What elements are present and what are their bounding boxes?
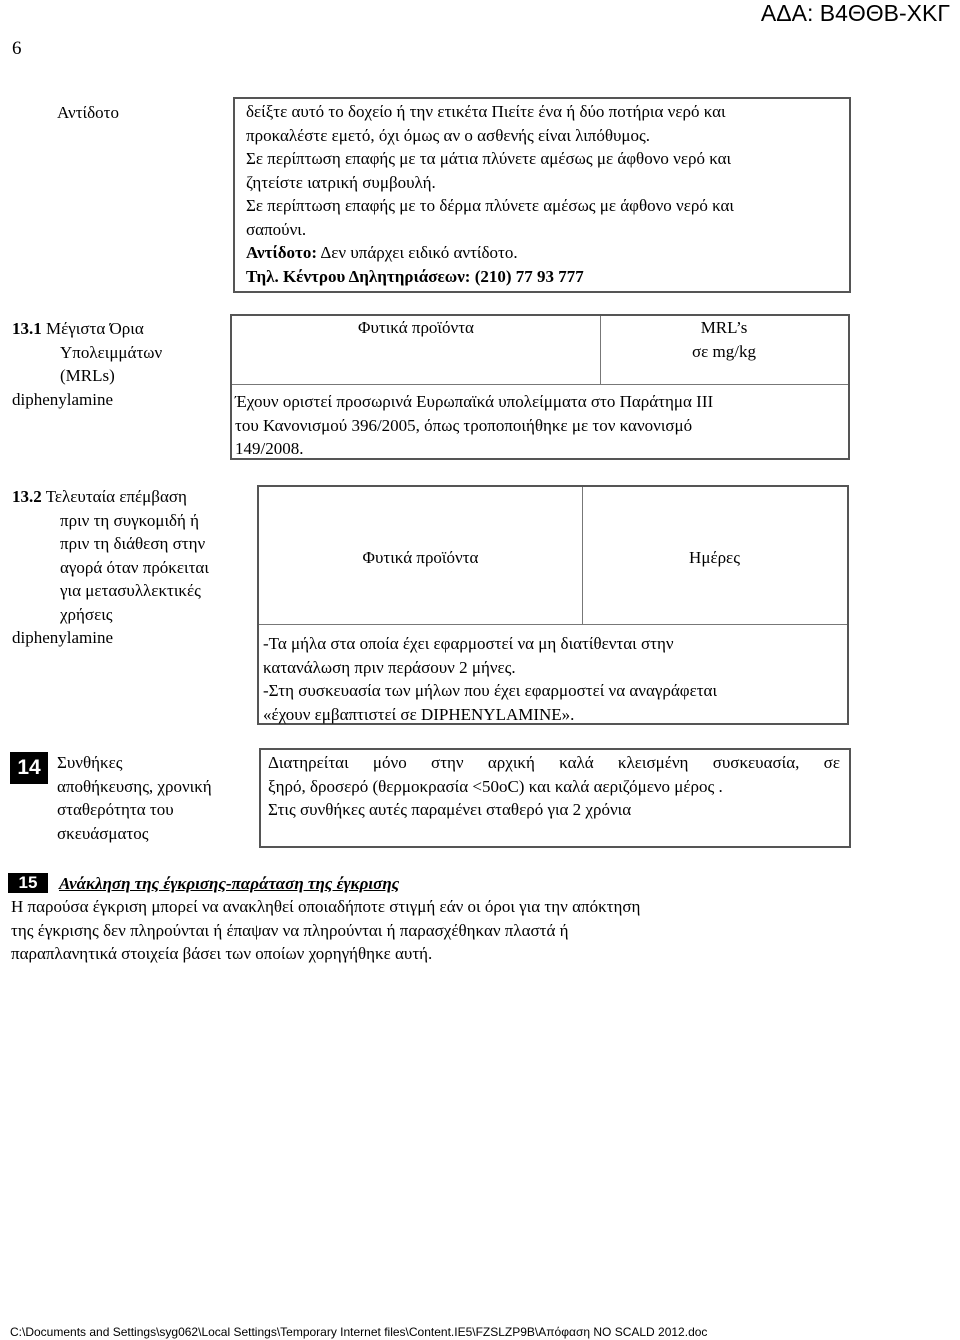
antidote-line: Σε περίπτωση επαφής με το δέρμα πλύνετε αμέσως με άφθονο νερό και bbox=[246, 196, 735, 215]
last-application-substance: diphenylamine bbox=[12, 628, 114, 647]
storage-label-line: Συνθήκες bbox=[57, 753, 123, 772]
antidote-line: προκαλέστε εμετό, όχι όμως αν ο ασθενής είναι λιπόθυμος. bbox=[246, 125, 651, 145]
storage-text bbox=[268, 751, 840, 822]
antidote-statement-text: Δεν υπάρχει ειδικό αντίδοτο. bbox=[317, 243, 518, 262]
mrl-header-product: Φυτικά προϊόντα bbox=[358, 318, 474, 337]
revocation-text bbox=[11, 895, 951, 966]
poison-center-phone: Τηλ. Κέντρου Δηλητηριάσεων: (210) 77 93 777 bbox=[246, 266, 584, 286]
mrl-label-line: Μέγιστα Όρια bbox=[46, 319, 144, 338]
days-header-product: Φυτικά προϊόντα bbox=[362, 548, 479, 567]
mrl-text-line: του Κανονισμού 396/2005, όπως τροποποιήθηκε με τον κανονισμό bbox=[235, 415, 693, 435]
mrl-number: 13.1 bbox=[12, 319, 42, 338]
antidote-line: Σε περίπτωση επαφής με τα μάτια πλύνετε αμέσως με άφθονο νερό και bbox=[246, 149, 732, 168]
antidote-line: σαπούνι. bbox=[246, 219, 307, 239]
storage-label-line: αποθήκευσης, χρονική bbox=[57, 776, 212, 796]
mrl-substance: diphenylamine bbox=[12, 389, 114, 409]
revocation-text-line: παραπλανητικά στοιχεία βάσει των οποίων χορηγήθηκε αυτή. bbox=[11, 944, 433, 963]
mrl-text bbox=[235, 390, 847, 461]
mrl-label bbox=[12, 317, 182, 411]
antidote-text bbox=[246, 100, 846, 288]
storage-label bbox=[57, 751, 257, 845]
antidote-line: ζητείστε ιατρική συμβουλή. bbox=[246, 172, 436, 192]
last-application-label-line: πριν τη συγκομιδή ή bbox=[60, 510, 200, 530]
last-application-label bbox=[12, 485, 252, 650]
mrl-label-line: (MRLs) bbox=[60, 366, 115, 385]
days-header-days: Ημέρες bbox=[689, 548, 740, 567]
mrl-text-line: 149/2008. bbox=[235, 439, 304, 458]
mrl-label-line: Υπολειμμάτων bbox=[60, 342, 163, 362]
revocation-title: Ανάκληση της έγκρισης-παράταση της έγκρισης bbox=[59, 874, 400, 893]
storage-label-line: σταθερότητα του bbox=[57, 800, 174, 819]
last-application-number: 13.2 bbox=[12, 487, 42, 506]
mrl-header-mrl-line2: σε mg/kg bbox=[692, 341, 756, 361]
last-application-label-line: για μετασυλλεκτικές bbox=[60, 581, 201, 600]
antidote-line: δείξτε αυτό το δοχείο ή την ετικέτα Πιείτε ένα ή δύο ποτήρια νερό και bbox=[246, 102, 726, 121]
storage-text-line: Στις συνθήκες αυτές παραμένει σταθερό για 2 χρόνια bbox=[268, 800, 632, 819]
days-text-line: -Στη συσκευασία των μήλων που έχει εφαρμοστεί να αναγράφεται bbox=[263, 681, 718, 700]
days-text-line: «έχουν εμβαπτιστεί σε DIPHENYLAMINE». bbox=[263, 704, 575, 724]
storage-text-line: ξηρό, δροσερό (θερμοκρασία <50oC) και καλά αεριζόμενο μέρος . bbox=[268, 776, 723, 796]
section-15-number: 15 bbox=[8, 873, 48, 893]
antidote-statement bbox=[246, 241, 846, 265]
storage-text-line: Διατηρείται μόνο στην αρχική καλά κλεισμένη συσκευασία, σε bbox=[268, 753, 840, 772]
days-text bbox=[263, 632, 847, 726]
mrl-row-divider bbox=[232, 384, 848, 385]
antidote-label: Αντίδοτο bbox=[57, 103, 119, 122]
last-application-label-line: Τελευταία επέμβαση bbox=[45, 487, 187, 506]
storage-label-line: σκευάσματος bbox=[57, 823, 149, 843]
last-application-label-line: χρήσεις bbox=[60, 604, 113, 624]
days-text-line: κατανάλωση πριν περάσουν 2 μήνες. bbox=[263, 657, 516, 677]
ada-code: ΑΔΑ: Β4ΘΘΒ-ΧΚΓ bbox=[760, 0, 950, 26]
mrl-header-mrl bbox=[600, 316, 848, 363]
page-number: 6 bbox=[12, 38, 22, 59]
last-application-label-line: αγορά όταν πρόκειται bbox=[60, 557, 209, 577]
footer-file-path: C:\Documents and Settings\syg062\Local Settings\Temporary Internet files\Content.IE5\FZSLZP9B\Απόφαση NO SCALD 2012.doc bbox=[10, 1325, 708, 1339]
last-application-label-line: πριν τη διάθεση στην bbox=[60, 534, 206, 553]
antidote-bold-label: Αντίδοτο: bbox=[246, 243, 318, 262]
revocation-text-line: Η παρούσα έγκριση μπορεί να ανακληθεί οποιαδήποτε στιγμή εάν οι όροι για την απόκτηση bbox=[11, 897, 641, 916]
days-row-divider bbox=[259, 624, 847, 625]
section-14-number: 14 bbox=[10, 752, 48, 784]
revocation-text-line: της έγκρισης δεν πληρούνται ή έπαψαν να πληρούνται ή παρασχέθηκαν πλαστά ή bbox=[11, 920, 569, 940]
mrl-text-line: Έχουν οριστεί προσωρινά Ευρωπαϊκά υπολείμματα στο Παράτημα ΙΙΙ bbox=[235, 392, 714, 411]
days-text-line: -Τα μήλα στα οποία έχει εφαρμοστεί να μη διατίθενται στην bbox=[263, 634, 674, 653]
mrl-header-mrl-line1: MRL’s bbox=[700, 318, 748, 337]
